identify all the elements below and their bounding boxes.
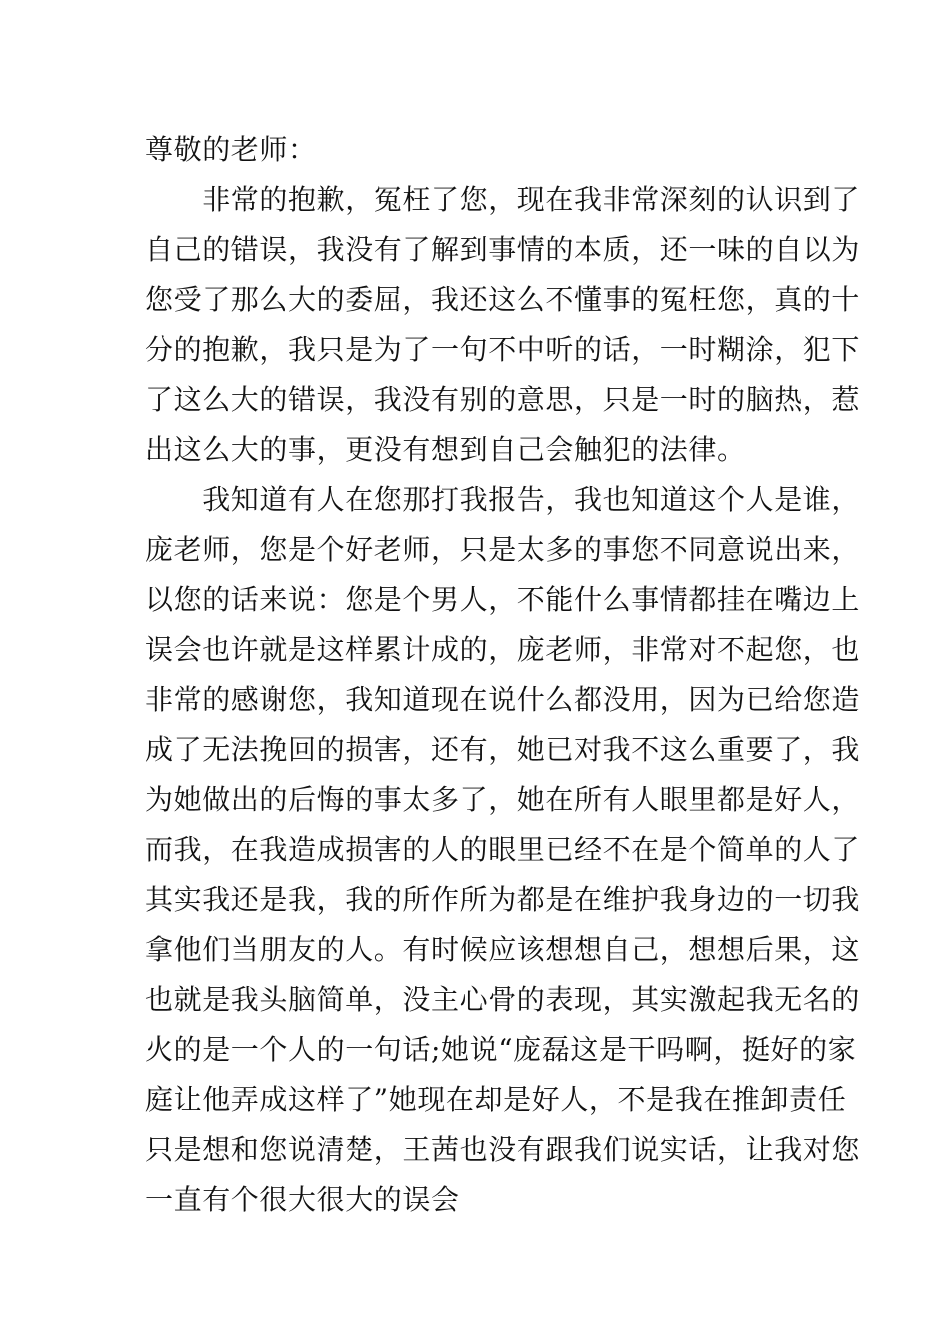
text-line: 为她做出的后悔的事太多了，她在所有人眼里都是好人， xyxy=(145,783,861,816)
text-line: 分的抱歉，我只是为了一句不中听的话，一时糊涂，犯下 xyxy=(145,333,861,366)
text-line: 庭让他弄成这样了”她现在却是好人，不是我在推卸责任 xyxy=(145,1083,847,1116)
text-line: 一直有个很大很大的误会 xyxy=(145,1183,460,1216)
text-line: 也就是我头脑简单，没主心骨的表现，其实激起我无名的 xyxy=(145,983,861,1016)
text-line: 我知道有人在您那打我报告，我也知道这个人是谁， xyxy=(145,483,861,516)
text-line: 非常的感谢您，我知道现在说什么都没用，因为已给您造 xyxy=(145,683,861,716)
text-line: 庞老师，您是个好老师，只是太多的事您不同意说出来， xyxy=(145,533,861,566)
text-line: 成了无法挽回的损害，还有，她已对我不这么重要了，我 xyxy=(145,733,861,766)
text-line: 拿他们当朋友的人。有时候应该想想自己，想想后果，这 xyxy=(145,933,861,966)
text-line: 其实我还是我，我的所作所为都是在维护我身边的一切我 xyxy=(145,883,861,916)
text-line: 误会也许就是这样累计成的，庞老师，非常对不起您，也 xyxy=(145,633,861,666)
text-line: 自己的错误，我没有了解到事情的本质，还一味的自以为 xyxy=(145,233,861,266)
text-line-salutation: 尊敬的老师： xyxy=(145,133,317,166)
text-line: 出这么大的事，更没有想到自己会触犯的法律。 xyxy=(145,433,746,466)
text-line: 非常的抱歉，冤枉了您，现在我非常深刻的认识到了 xyxy=(145,183,861,216)
text-line: 以您的话来说：您是个男人，不能什么事情都挂在嘴边上 xyxy=(145,583,861,616)
text-line: 而我，在我造成损害的人的眼里已经不在是个简单的人了 xyxy=(145,833,861,866)
text-line: 只是想和您说清楚，王茜也没有跟我们说实话，让我对您 xyxy=(145,1133,861,1166)
text-line: 您受了那么大的委屈，我还这么不懂事的冤枉您，真的十 xyxy=(145,283,861,316)
text-line: 火的是一个人的一句话;她说“庞磊这是干吗啊，挺好的家 xyxy=(145,1033,857,1066)
text-line: 了这么大的错误，我没有别的意思，只是一时的脑热，惹 xyxy=(145,383,861,416)
